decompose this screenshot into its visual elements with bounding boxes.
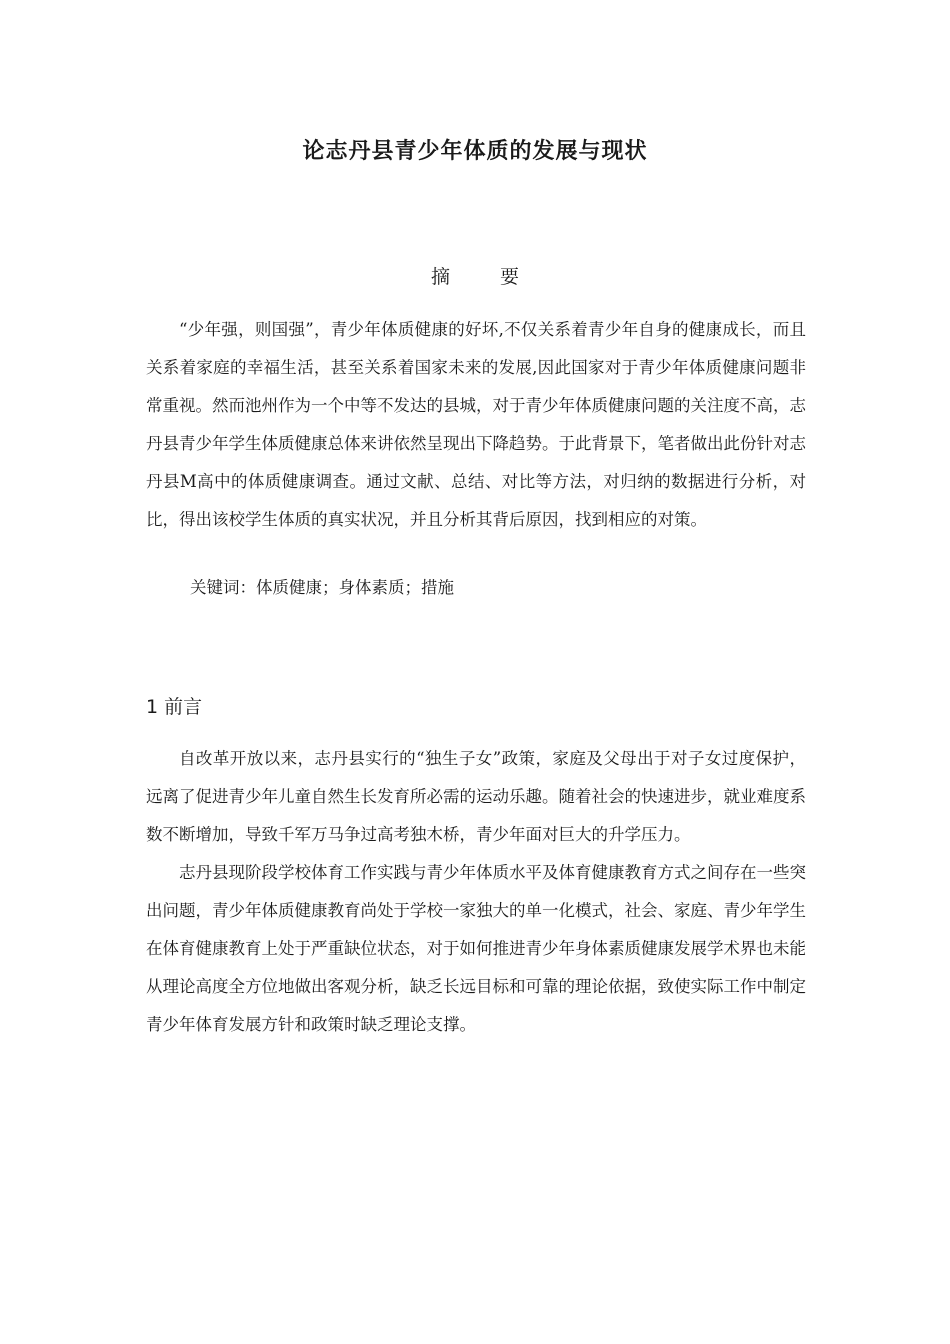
keywords-line: 关键词：体质健康；身体素质；措施: [190, 578, 454, 597]
paper-title: 论志丹县青少年体质的发展与现状: [302, 139, 648, 164]
section-heading-introduction: 1 前言: [146, 696, 203, 718]
abstract-heading: 摘 要: [430, 266, 542, 288]
introduction-paragraph-2: 志丹县现阶段学校体育工作实践与青少年体质水平及体育健康教育方式之间存在一些突出问题，青少年体质健康教育尚处于学校一家独大的单一化模式，社会、家庭、青少年学生在体育健康教育上处于严重缺位状态，对于如何推进青少年身体素质健康发展学术界也未能从理论高度全方位地做出客观分析，缺乏长远目标和可靠的理论依据，致使实际工作中制定青少年体育发展方针和政策时缺乏理论支撑。: [146, 863, 806, 1034]
abstract-body: [146, 311, 806, 539]
abstract-paragraph: “少年强，则国强”，青少年体质健康的好坏,不仅关系着青少年自身的健康成长，而且关系着家庭的幸福生活，甚至关系着国家未来的发展,因此国家对于青少年体质健康问题非常重视。然而池州作为一个中等不发达的县城，对于青少年体质健康问题的关注度不高，志丹县青少年学生体质健康总体来讲依然呈现出下降趋势。于此背景下，笔者做出此份针对志丹县M高中的体质健康调查。通过文献、总结、对比等方法，对归纳的数据进行分析，对比，得出该校学生体质的真实状况，并且分析其背后原因，找到相应的对策。: [146, 320, 806, 529]
introduction-body: [146, 740, 806, 1044]
introduction-paragraph-1: 自改革开放以来，志丹县实行的“独生子女”政策，家庭及父母出于对子女过度保护，远离了促进青少年儿童自然生长发育所必需的运动乐趣。随着社会的快速进步，就业难度系数不断增加，导致千军万马争过高考独木桥，青少年面对巨大的升学压力。: [146, 749, 806, 844]
